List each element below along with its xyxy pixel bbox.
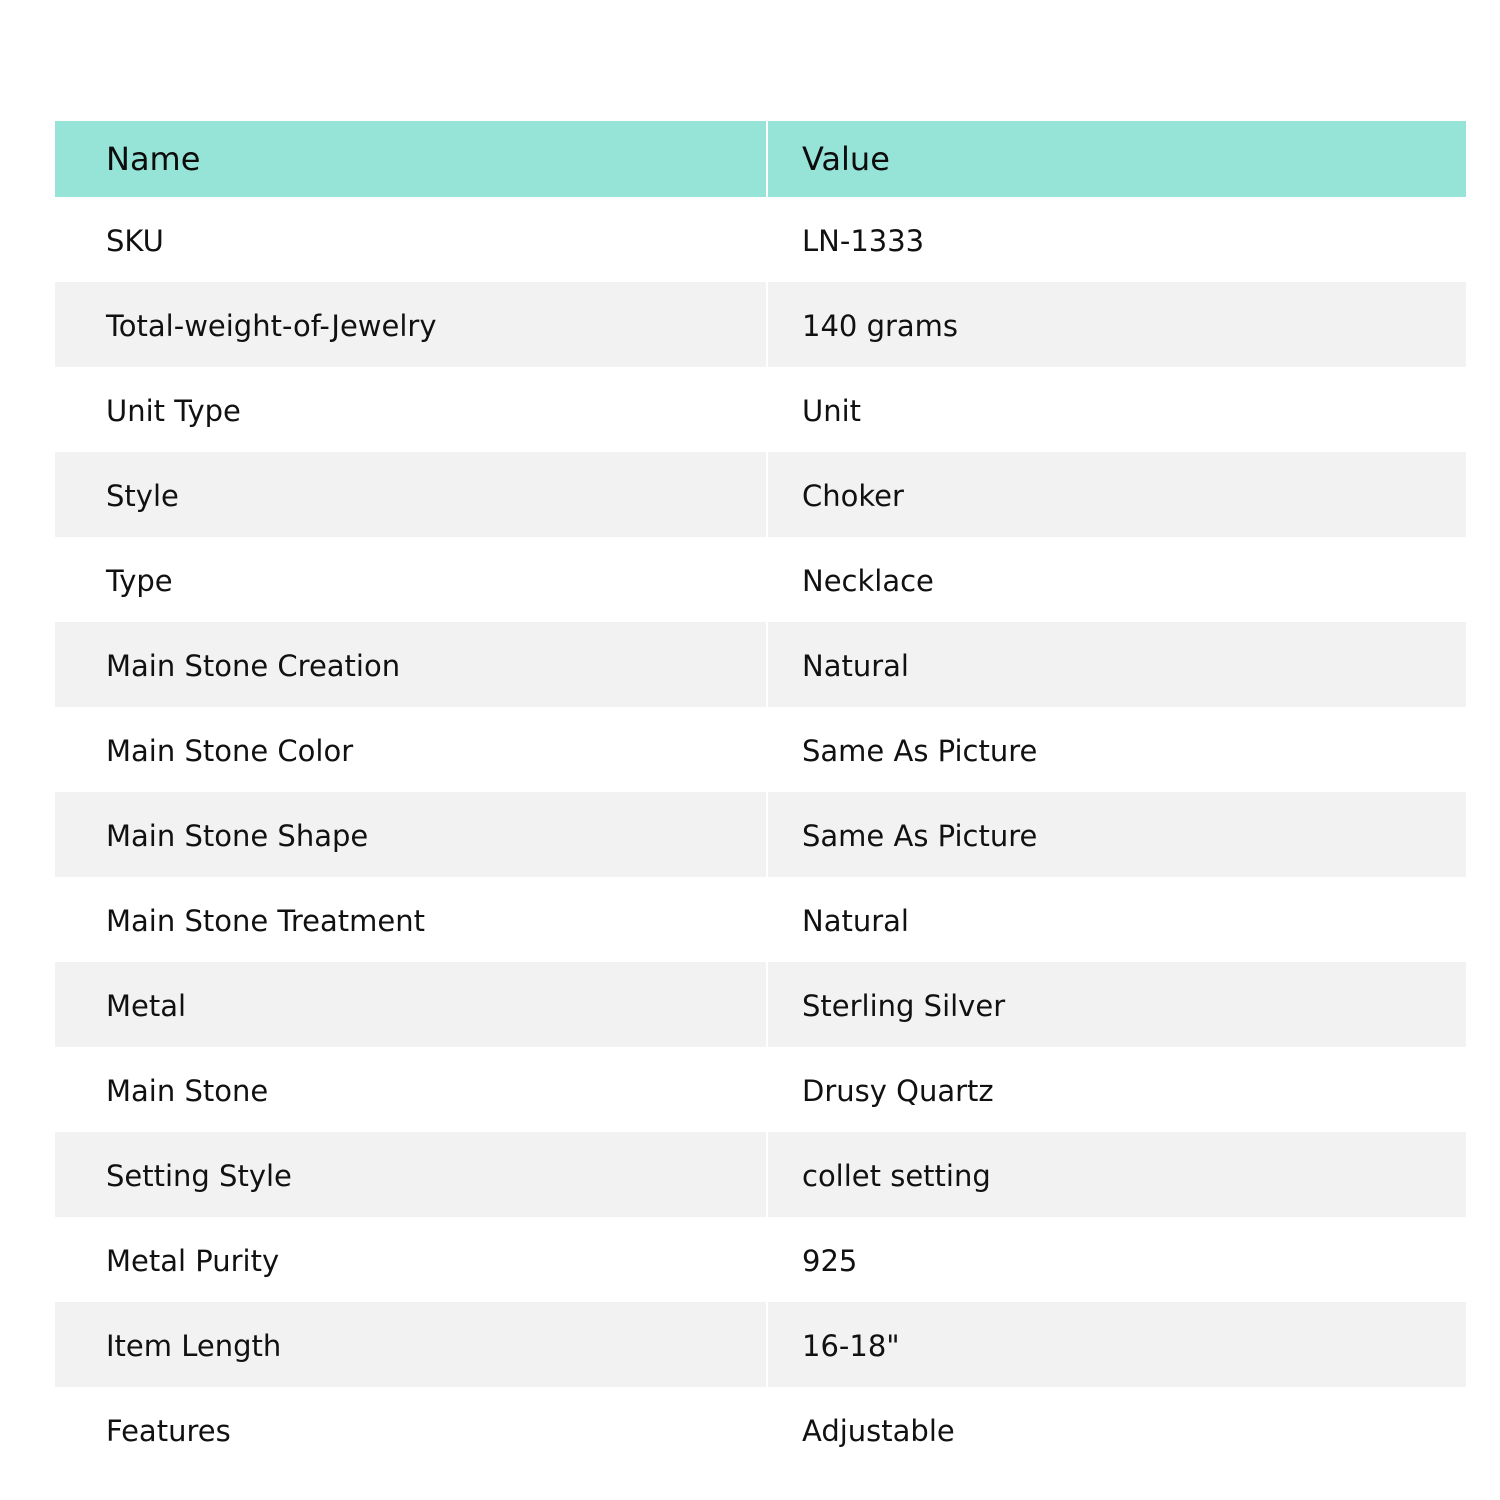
table-row: [55, 1302, 1466, 1387]
table-row: [55, 877, 1466, 962]
attribute-value: Natural: [768, 622, 1466, 707]
attribute-value: 16-18": [768, 1302, 1466, 1387]
table-row: [55, 1387, 1466, 1472]
attribute-name: Total-weight-of-Jewelry: [55, 282, 766, 367]
attribute-value: Drusy Quartz: [768, 1047, 1466, 1132]
attribute-value: 140 grams: [768, 282, 1466, 367]
attribute-name: Main Stone Shape: [55, 792, 766, 877]
attribute-name: Item Length: [55, 1302, 766, 1387]
attribute-value: Unit: [768, 367, 1466, 452]
attribute-name: Features: [55, 1387, 766, 1472]
attribute-value: Same As Picture: [768, 792, 1466, 877]
attribute-name: Type: [55, 537, 766, 622]
attribute-name: Main Stone Color: [55, 707, 766, 792]
table-row: [55, 452, 1466, 537]
table-row: [55, 962, 1466, 1047]
attribute-value: Natural: [768, 877, 1466, 962]
attribute-name: Main Stone Creation: [55, 622, 766, 707]
attribute-value: Sterling Silver: [768, 962, 1466, 1047]
table-row: [55, 282, 1466, 367]
attribute-value: LN-1333: [768, 197, 1466, 282]
attribute-value: Necklace: [768, 537, 1466, 622]
table-row: [55, 1047, 1466, 1132]
attribute-name: Unit Type: [55, 367, 766, 452]
column-header-value: Value: [768, 121, 1466, 197]
attribute-value: collet setting: [768, 1132, 1466, 1217]
table-row: [55, 1132, 1466, 1217]
attribute-value: Adjustable: [768, 1387, 1466, 1472]
table-row: [55, 707, 1466, 792]
attribute-value: 925: [768, 1217, 1466, 1302]
attribute-name: SKU: [55, 197, 766, 282]
table-row: [55, 197, 1466, 282]
attribute-name: Setting Style: [55, 1132, 766, 1217]
table-row: [55, 537, 1466, 622]
table-header-row: [55, 121, 1466, 197]
attribute-name: Style: [55, 452, 766, 537]
product-specification-table: [55, 121, 1466, 1472]
column-header-name: Name: [55, 121, 766, 197]
attribute-value: Choker: [768, 452, 1466, 537]
attribute-name: Main Stone: [55, 1047, 766, 1132]
attribute-name: Metal: [55, 962, 766, 1047]
attribute-name: Metal Purity: [55, 1217, 766, 1302]
attribute-name: Main Stone Treatment: [55, 877, 766, 962]
table-row: [55, 1217, 1466, 1302]
table-row: [55, 792, 1466, 877]
table-row: [55, 622, 1466, 707]
table-row: [55, 367, 1466, 452]
attribute-value: Same As Picture: [768, 707, 1466, 792]
